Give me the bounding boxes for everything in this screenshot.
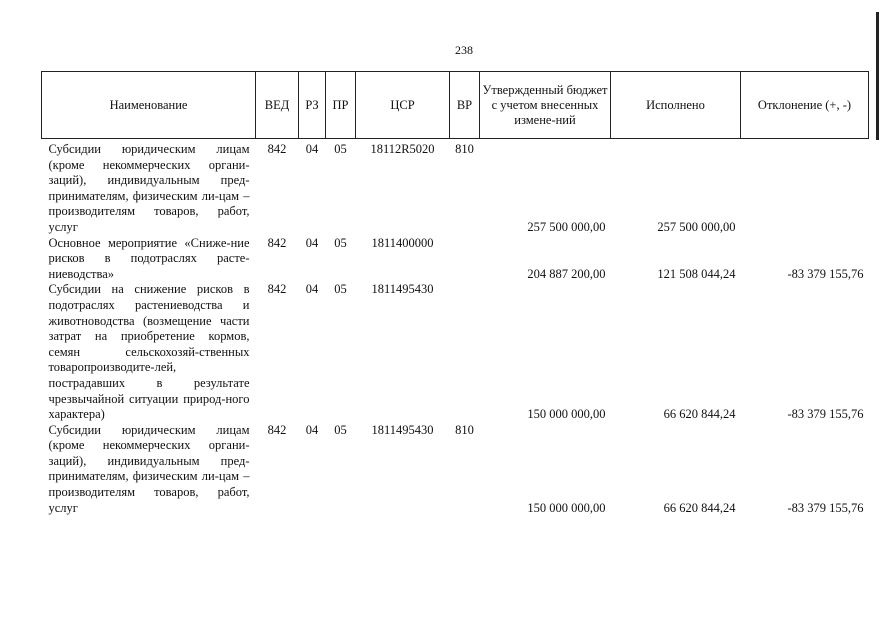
row-ved: 842: [267, 422, 287, 437]
row-pr: 05: [334, 235, 347, 250]
row-approved: 150 000 000,00: [527, 407, 606, 422]
row-deviation: [741, 139, 869, 236]
row-csr: 1811495430: [371, 282, 434, 297]
header-rz: РЗ: [299, 72, 326, 139]
row-rz: 04: [305, 422, 319, 437]
row-ved: 842: [267, 142, 287, 156]
header-deviation: Отклонение (+, -): [741, 72, 869, 139]
page-number: 238: [455, 43, 473, 57]
row-approved: 150 000 000,00: [527, 500, 606, 515]
row-vr: 810: [455, 422, 474, 437]
table-row: [42, 282, 869, 422]
header-pr: ПР: [326, 72, 356, 139]
row-executed: 66 620 844,24: [663, 407, 736, 422]
table-row: [42, 423, 869, 517]
row-name: Основное мероприятие «Сниже-ние рисков в подотраслях расте-ниеводства»: [48, 235, 250, 281]
row-deviation: -83 379 155,76: [787, 407, 864, 422]
row-deviation: -83 379 155,76: [787, 266, 864, 281]
header-executed: Исполнено: [611, 72, 741, 139]
row-csr: 18112R5020: [370, 142, 435, 156]
row-vr: [450, 236, 480, 283]
header-csr: ЦСР: [356, 72, 450, 139]
row-pr: 05: [334, 282, 347, 297]
budget-table: [41, 71, 869, 516]
table-row: [42, 139, 869, 236]
row-executed: 66 620 844,24: [663, 500, 736, 515]
row-rz: 04: [305, 282, 319, 297]
row-approved: 257 500 000,00: [527, 219, 606, 234]
header-ved: ВЕД: [256, 72, 299, 139]
row-csr: 1811495430: [371, 422, 434, 437]
row-vr: [450, 282, 480, 422]
row-deviation: -83 379 155,76: [787, 500, 864, 515]
row-vr: 810: [455, 142, 474, 156]
header-approved: Утвержденный бюджет с учетом внесенных измене-ний: [480, 72, 611, 139]
page-edge-line: [876, 12, 879, 140]
row-name: Субсидии на снижение рисков в подотраслях растениеводства и животноводства (возмещение части затрат на приобретение кормов, семян сельскохозяй-ственных товаропроизводите-лей, пострадавших в результате чрезвычайной ситуации природ-ного характера): [48, 282, 250, 422]
row-rz: 04: [305, 235, 319, 250]
row-ved: 842: [267, 282, 287, 297]
row-csr: 1811400000: [371, 235, 434, 250]
header-vr: ВР: [450, 72, 480, 139]
row-rz: 04: [305, 142, 319, 156]
row-ved: 842: [267, 235, 287, 250]
row-name: Субсидии юридическим лицам (кроме некоммерческих органи-заций), индивидуальным пред-принимателям, физическим ли-цам – производителям товаров, работ, услуг: [48, 422, 250, 515]
row-executed: 121 508 044,24: [657, 266, 736, 281]
table-row: [42, 236, 869, 283]
row-approved: 204 887 200,00: [527, 266, 606, 281]
header-name: Наименование: [42, 72, 256, 139]
row-name: Субсидии юридическим лицам (кроме некоммерческих органи-заций), индивидуальным пред-принимателям, физическим ли-цам – производителям товаров, работ, услуг: [48, 142, 250, 234]
row-executed: 257 500 000,00: [657, 219, 736, 234]
row-pr: 05: [334, 142, 347, 156]
table-header-row: [42, 72, 869, 139]
row-pr: 05: [334, 422, 347, 437]
